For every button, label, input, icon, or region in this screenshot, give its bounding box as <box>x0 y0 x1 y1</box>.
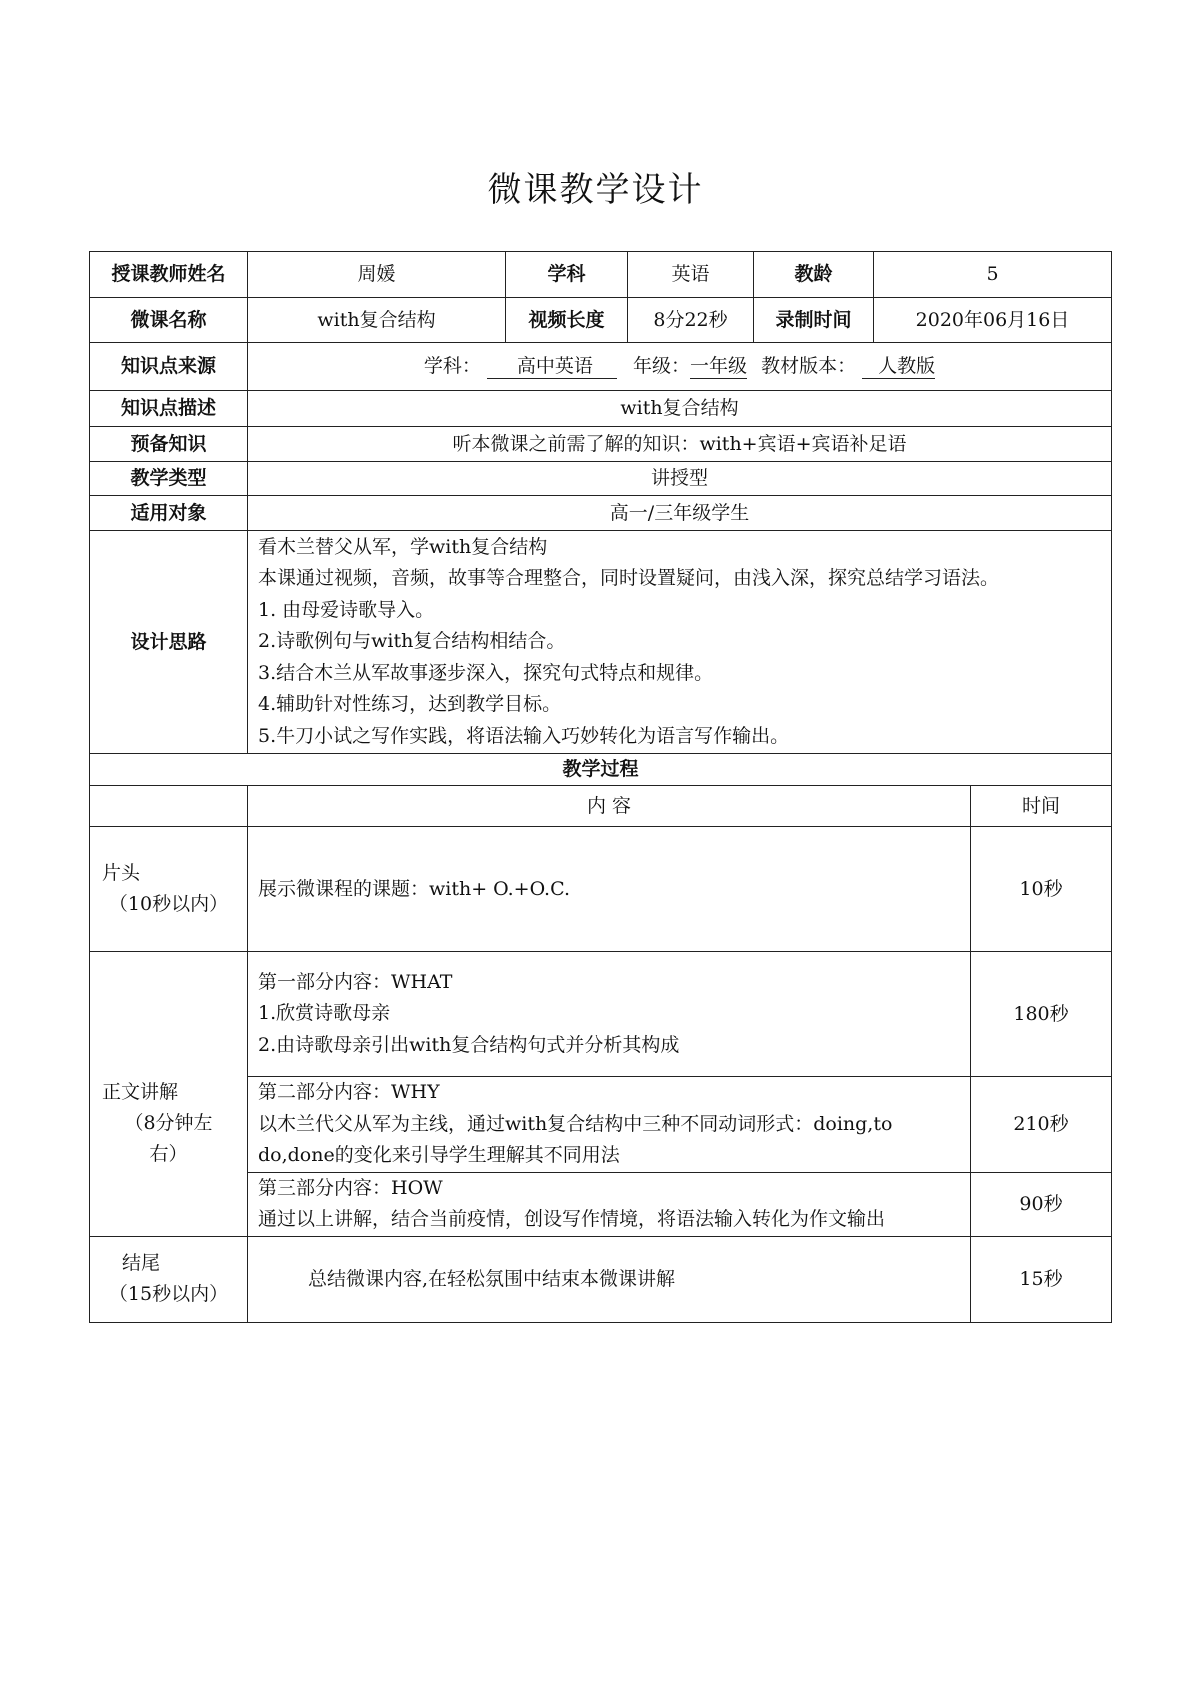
row-source <box>90 343 1112 391</box>
source-edition-prefix: 教材版本： <box>761 355 857 377</box>
opening-label <box>90 827 248 952</box>
process-heading: 教学过程 <box>90 754 1112 786</box>
row-design <box>90 531 1112 754</box>
row-audience <box>90 496 1112 531</box>
source-grade: 一年级 <box>690 355 748 377</box>
body-label-line2: （8分钟左 <box>124 1112 213 1135</box>
record-label: 录制时间 <box>754 298 874 343</box>
source-grade-prefix: 年级： <box>632 355 690 377</box>
ending-content: 总结微课内容,在轻松氛围中结束本微课讲解 <box>248 1236 971 1322</box>
design-line: 2.诗歌例句与with复合结构相结合。 <box>258 630 566 653</box>
design-label: 设计思路 <box>90 531 248 754</box>
design-line: 5.牛刀小试之写作实践，将语法输入巧妙转化为语言写作输出。 <box>258 724 790 747</box>
design-line: 4.辅助针对性练习，达到教学目标。 <box>258 693 562 716</box>
design-line: 1. 由母爱诗歌导入。 <box>258 598 435 621</box>
process-col-time: 时间 <box>971 786 1112 827</box>
body-part3-time: 90秒 <box>971 1172 1112 1236</box>
body-part1-content <box>248 952 971 1077</box>
desc-label: 知识点描述 <box>90 391 248 427</box>
opening-content: 展示微课程的课题：with+ O.+O.C. <box>248 827 971 952</box>
lesson-design-table <box>89 251 1112 1323</box>
row-type <box>90 462 1112 496</box>
row-ending <box>90 1236 1112 1322</box>
part-line: 第一部分内容：WHAT <box>258 970 453 993</box>
years-value: 5 <box>874 252 1112 298</box>
row-process-heading <box>90 754 1112 786</box>
teacher-label: 授课教师姓名 <box>90 252 248 298</box>
desc-value: with复合结构 <box>248 391 1112 427</box>
opening-time: 10秒 <box>971 827 1112 952</box>
opening-label-line1: 片头 <box>102 862 141 884</box>
body-part2-time: 210秒 <box>971 1077 1112 1173</box>
page-title: 微课教学设计 <box>487 170 704 210</box>
body-part1-time: 180秒 <box>971 952 1112 1077</box>
design-lines <box>248 531 1112 754</box>
source-value <box>248 343 1112 391</box>
teacher-value: 周媛 <box>248 252 506 298</box>
source-subject-prefix: 学科： <box>423 355 481 377</box>
row-course <box>90 298 1112 343</box>
subject-label: 学科 <box>506 252 628 298</box>
type-value: 讲授型 <box>248 462 1112 496</box>
row-teacher <box>90 252 1112 298</box>
duration-value: 8分22秒 <box>628 298 754 343</box>
part-line: 1.欣赏诗歌母亲 <box>258 1002 391 1025</box>
body-part3-content <box>248 1172 971 1236</box>
prereq-label: 预备知识 <box>90 427 248 462</box>
part-line: 第三部分内容：HOW <box>258 1176 443 1199</box>
source-label: 知识点来源 <box>90 343 248 391</box>
process-header-blank <box>90 786 248 827</box>
ending-label <box>90 1236 248 1322</box>
design-line: 本课通过视频，音频，故事等合理整合，同时设置疑问，由浅入深，探究总结学习语法。 <box>258 567 1000 590</box>
part-line: 2.由诗歌母亲引出with复合结构句式并分析其构成 <box>258 1033 680 1056</box>
part-line: 以木兰代父从军为主线，通过with复合结构中三种不同动词形式：doing,to <box>258 1112 893 1135</box>
row-process-header <box>90 786 1112 827</box>
body-label-line3: 右） <box>149 1143 188 1166</box>
course-value: with复合结构 <box>248 298 506 343</box>
opening-label-line2: （10秒以内） <box>108 893 229 915</box>
source-edition: 人教版 <box>862 354 935 379</box>
source-subject: 高中英语 <box>487 354 617 379</box>
course-label: 微课名称 <box>90 298 248 343</box>
row-body-part1 <box>90 952 1112 1077</box>
ending-label-line1: 结尾 <box>122 1252 161 1274</box>
design-line: 3.结合木兰从军故事逐步深入，探究句式特点和规律。 <box>258 661 714 684</box>
process-col-content: 内 容 <box>248 786 971 827</box>
part-line: do,done的变化来引导学生理解其不同用法 <box>258 1144 620 1166</box>
row-desc <box>90 391 1112 427</box>
prereq-value: 听本微课之前需了解的知识：with+宾语+宾语补足语 <box>248 427 1112 462</box>
audience-value: 高一/三年级学生 <box>248 496 1112 531</box>
body-label <box>90 952 248 1237</box>
type-label: 教学类型 <box>90 462 248 496</box>
row-opening <box>90 827 1112 952</box>
ending-label-line2: （15秒以内） <box>108 1283 229 1305</box>
body-label-line1: 正文讲解 <box>102 1081 179 1104</box>
subject-value: 英语 <box>628 252 754 298</box>
audience-label: 适用对象 <box>90 496 248 531</box>
part-line: 通过以上讲解，结合当前疫情，创设写作情境，将语法输入转化为作文输出 <box>258 1208 886 1230</box>
design-line: 看木兰替父从军，学with复合结构 <box>258 535 548 558</box>
years-label: 教龄 <box>754 252 874 298</box>
ending-time: 15秒 <box>971 1236 1112 1322</box>
body-part2-content <box>248 1077 971 1173</box>
row-prereq <box>90 427 1112 462</box>
duration-label: 视频长度 <box>506 298 628 343</box>
record-value: 2020年06月16日 <box>874 298 1112 343</box>
part-line: 第二部分内容：WHY <box>258 1081 440 1103</box>
